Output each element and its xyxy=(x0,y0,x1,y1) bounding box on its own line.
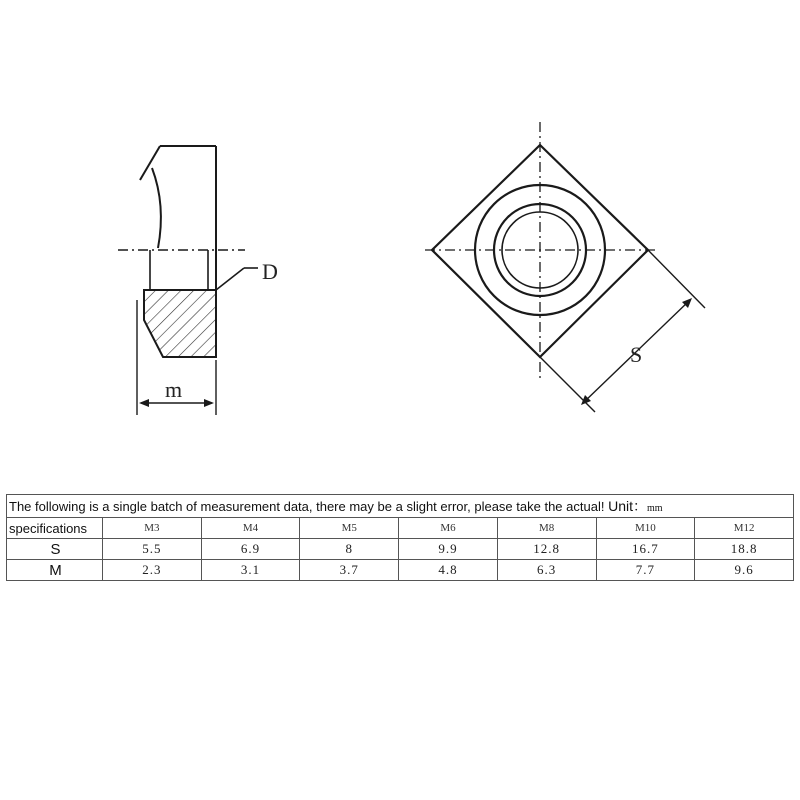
diameter-leader xyxy=(216,268,258,290)
value-cell: 2.3 xyxy=(103,560,202,581)
spec-cell: M4 xyxy=(201,518,300,539)
value-cell: 3.1 xyxy=(201,560,300,581)
spec-cell: M5 xyxy=(300,518,399,539)
unit-label: Unit： xyxy=(608,498,647,514)
value-cell: 4.8 xyxy=(399,560,498,581)
value-cell: 6.9 xyxy=(201,539,300,560)
table-caption xyxy=(7,495,794,518)
caption-row xyxy=(7,495,794,518)
caption-text: The following is a single batch of measurement data, there may be a slight error, please take the actual! xyxy=(9,499,605,514)
spec-header: specifications xyxy=(7,518,103,539)
value-cell: 3.7 xyxy=(300,560,399,581)
header-row xyxy=(7,518,794,539)
row-label: M xyxy=(7,560,103,581)
spec-cell: M3 xyxy=(103,518,202,539)
spec-cell: M8 xyxy=(497,518,596,539)
table-row xyxy=(7,560,794,581)
spec-cell: M12 xyxy=(695,518,794,539)
value-cell: 7.7 xyxy=(596,560,695,581)
value-cell: 16.7 xyxy=(596,539,695,560)
spec-cell: M10 xyxy=(596,518,695,539)
table-row xyxy=(7,539,794,560)
value-cell: 9.9 xyxy=(399,539,498,560)
value-cell: 12.8 xyxy=(497,539,596,560)
width-label: S xyxy=(630,342,643,367)
value-cell: 6.3 xyxy=(497,560,596,581)
section-hatch xyxy=(144,290,216,357)
value-cell: 9.6 xyxy=(695,560,794,581)
value-cell: 5.5 xyxy=(103,539,202,560)
spec-cell: M6 xyxy=(399,518,498,539)
thickness-label: m xyxy=(165,377,183,402)
row-label: S xyxy=(7,539,103,560)
unit-value: mm xyxy=(646,503,663,514)
diameter-label: D xyxy=(262,259,278,284)
spec-table xyxy=(6,494,794,581)
side-view xyxy=(140,146,216,357)
value-cell: 8 xyxy=(300,539,399,560)
top-centerlines xyxy=(425,122,655,380)
value-cell: 18.8 xyxy=(695,539,794,560)
